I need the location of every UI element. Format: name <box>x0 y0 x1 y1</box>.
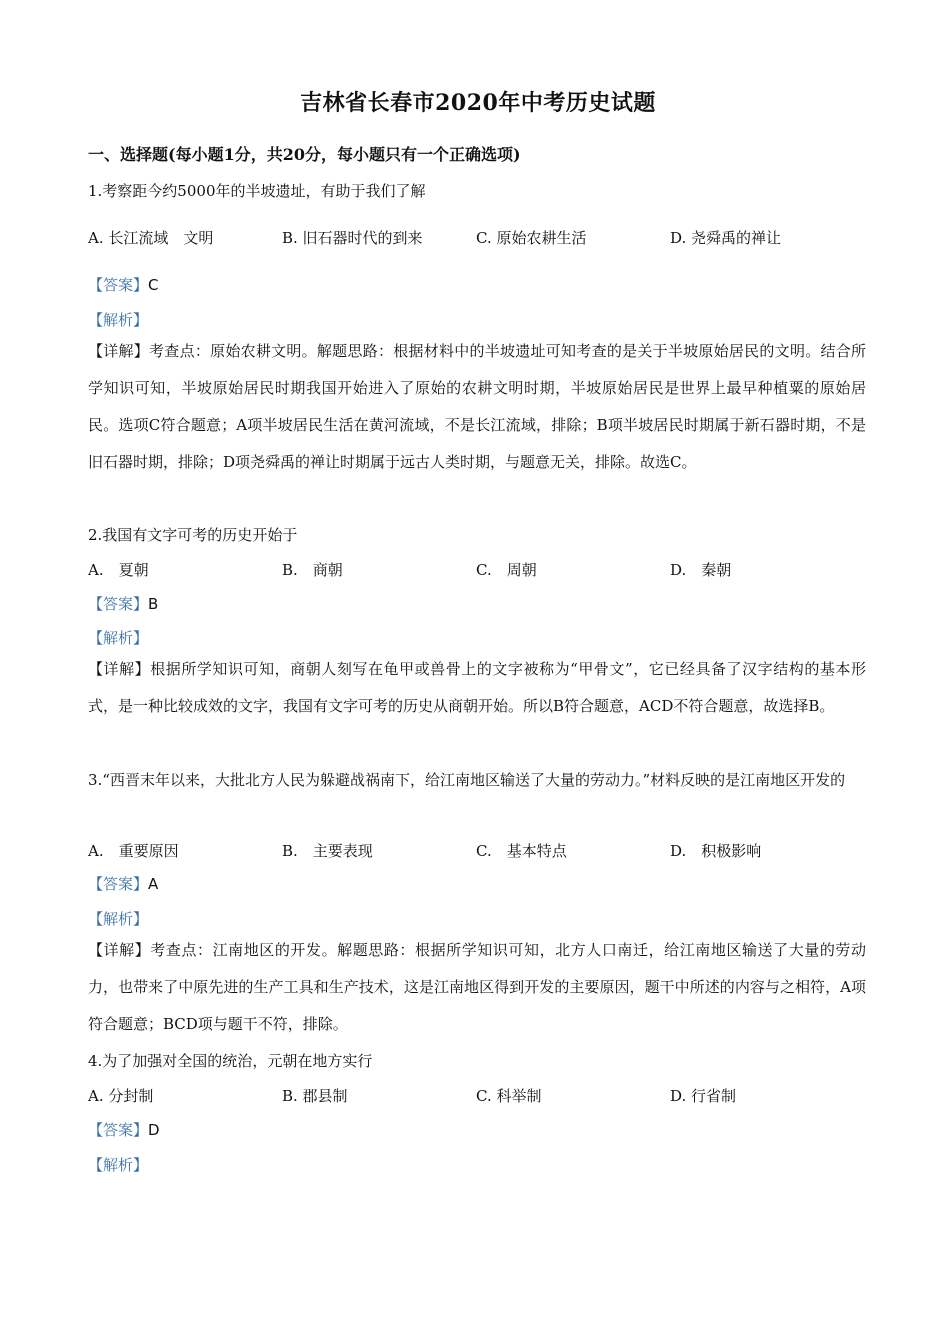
option-b: B. 商朝 <box>282 561 343 579</box>
option-d: D. 秦朝 <box>670 561 732 579</box>
answer-line <box>88 1119 160 1140</box>
answer-label: 【答案】 <box>88 875 149 893</box>
detail-text: 根据所学知识可知，商朝人刻写在龟甲或兽骨上的文字被称为“甲骨文”，它已经具备了汉字结构的基本形式，是一种比较成效的文字，我国有文字可考的历史从商朝开始。所以B符合题意，ACD不符合题意，故选择B。 <box>88 660 866 715</box>
answer-line <box>88 593 158 614</box>
option-a: A. 夏朝 <box>88 561 149 579</box>
answer-value: D <box>148 1121 160 1139</box>
analysis-label: 【解析】 <box>88 1156 149 1174</box>
question-1-stem: 1.考察距今约5000年的半坡遗址，有助于我们了解 <box>88 182 426 200</box>
detail-label: 【详解】 <box>88 941 151 959</box>
option-a: A. 分封制 <box>88 1087 154 1105</box>
option-b: B. 旧石器时代的到来 <box>282 229 423 247</box>
question-2-detail <box>88 651 866 725</box>
detail-text: 考查点：江南地区的开发。解题思路：根据所学知识可知，北方人口南迁，给江南地区输送了大量的劳动力，也带来了中原先进的生产工具和生产技术，这是江南地区得到开发的主要原因，题干中所述的内容与之相符，A项符合题意；BCD项与题干不符，排除。 <box>88 941 866 1033</box>
option-a: A. 长江流域 文明 <box>88 229 214 247</box>
answer-value: C <box>148 276 159 294</box>
answer-label: 【答案】 <box>88 276 149 294</box>
question-4-stem: 4.为了加强对全国的统治，元朝在地方实行 <box>88 1052 373 1070</box>
option-c: C. 科举制 <box>476 1087 542 1105</box>
detail-label: 【详解】 <box>88 660 151 678</box>
answer-label: 【答案】 <box>88 595 149 613</box>
analysis-label: 【解析】 <box>88 311 149 329</box>
question-1-detail <box>88 333 866 481</box>
answer-value: B <box>148 595 159 613</box>
detail-label: 【详解】 <box>88 342 150 360</box>
analysis-label: 【解析】 <box>88 629 149 647</box>
option-d: D. 尧舜禹的禅让 <box>670 229 782 247</box>
answer-label: 【答案】 <box>88 1121 149 1139</box>
option-c: C. 周朝 <box>476 561 537 579</box>
page-title: 吉林省长春市2020年中考历史试题 <box>300 90 656 116</box>
answer-value: A <box>148 875 159 893</box>
section-heading: 一、选择题(每小题1分，共20分，每小题只有一个正确选项) <box>88 145 521 164</box>
option-d: D. 积极影响 <box>670 842 762 860</box>
option-a: A. 重要原因 <box>88 842 179 860</box>
question-3-detail <box>88 932 866 1043</box>
question-2-stem: 2.我国有文字可考的历史开始于 <box>88 526 298 544</box>
option-d: D. 行省制 <box>670 1087 737 1105</box>
detail-text: 考查点：原始农耕文明。解题思路：根据材料中的半坡遗址可知考查的是关于半坡原始居民的文明。结合所学知识可知，半坡原始居民时期我国开始进入了原始的农耕文明时期，半坡原始居民是世界上最早种植粟的原始居民。选项C符合题意；A项半坡居民生活在黄河流域，不是长江流域，排除；B项半坡居民时期属于新石器时期，不是旧石器时期，排除；D项尧舜禹的禅让时期属于远古人类时期，与题意无关，排除。故选C。 <box>88 342 866 471</box>
option-b: B. 郡县制 <box>282 1087 348 1105</box>
answer-line <box>88 873 158 894</box>
option-b: B. 主要表现 <box>282 842 373 860</box>
option-c: C. 基本特点 <box>476 842 567 860</box>
analysis-label: 【解析】 <box>88 910 149 928</box>
option-c: C. 原始农耕生活 <box>476 229 587 247</box>
answer-line <box>88 274 159 295</box>
question-3-stem: 3.“西晋末年以来，大批北方人民为躲避战祸南下，给江南地区输送了大量的劳动力。”材料反映的是江南地区开发的 <box>88 771 846 789</box>
